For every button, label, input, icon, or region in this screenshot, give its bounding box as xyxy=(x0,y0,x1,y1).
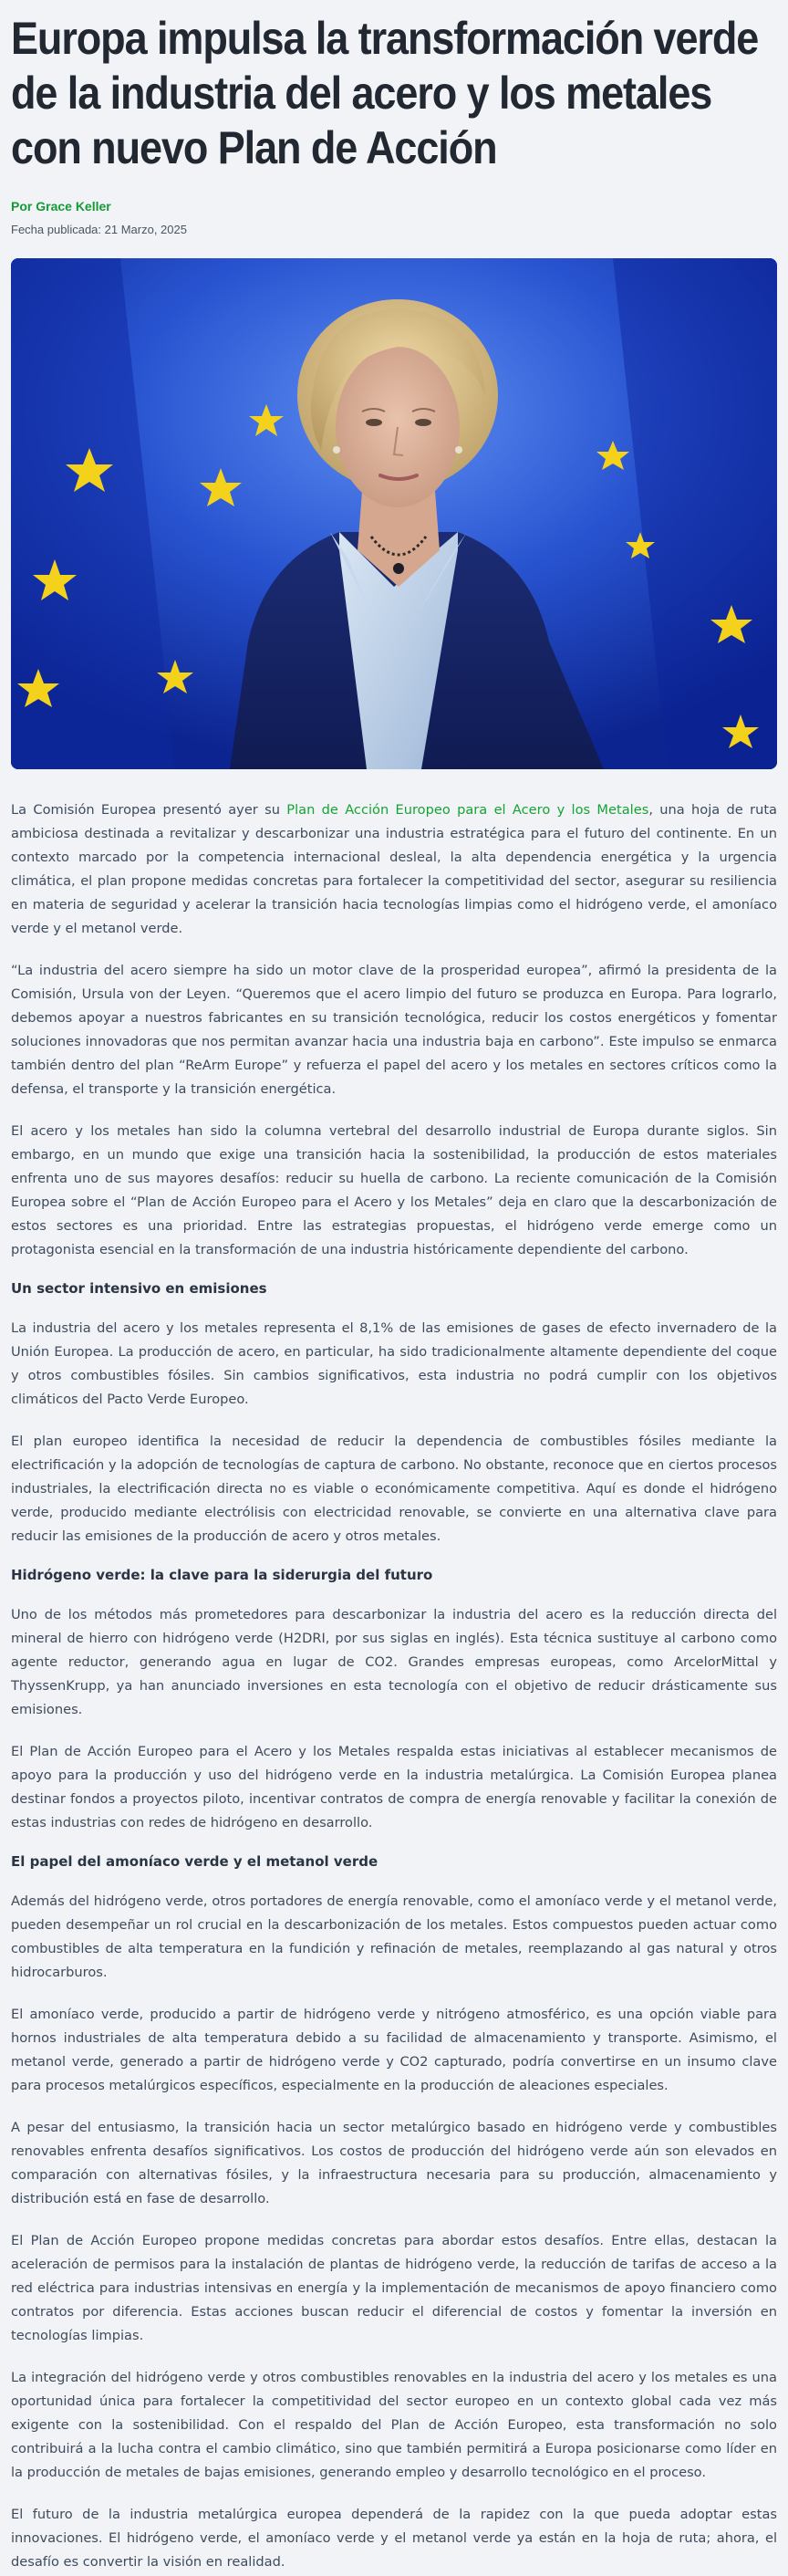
paragraph xyxy=(11,798,777,941)
paragraph: El acero y los metales han sido la columna vertebral del desarrollo industrial de Europa durante siglos. Sin embargo, en un mundo que exige una transición hacia la sostenibilidad, la producción de estos materiales enfrenta uno de sus mayores desafíos: reducir su huella de carbono. La reciente comunicación de la Comisión Europea sobre el “Plan de Acción Europeo para el Acero y los Metales” deja en claro que la descarbonización de estos sectores es una prioridad. Entre las estrategias propuestas, el hidrógeno verde emerge como un protagonista esencial en la transformación de una industria históricamente dependiente del carbono. xyxy=(11,1123,777,1257)
paragraph: El plan europeo identifica la necesidad de reducir la dependencia de combustibles fósiles mediante la electrificación y la adopción de tecnologías de captura de carbono. No obstante, reconoce que en ciertos procesos industriales, la electrificación directa no es viable o económicamente competitiva. Aquí es donde el hidrógeno verde, producido mediante electrólisis con electricidad renovable, se convierte en una alternativa clave para reducir las emisiones de la producción de acero y otros metales. xyxy=(11,1434,777,1544)
paragraph-text: La Comisión Europea presentó ayer su xyxy=(11,802,287,818)
article-title: Europa impulsa la transformación verde de la industria del acero y los metales con nuevo Plan de Acción xyxy=(11,13,759,173)
paragraph: La industria del acero y los metales representa el 8,1% de las emisiones de gases de efecto invernadero de la Unión Europea. La producción de acero, en particular, ha sido tradicionalmente altamente dependiente del coque y otros combustibles fósiles. Sin cambios significativos, esta industria no podrá cumplir con los objetivos climáticos del Pacto Verde Europeo. xyxy=(11,1320,777,1407)
action-plan-link[interactable]: Plan de Acción Europeo para el Acero y los Metales xyxy=(286,802,649,818)
paragraph: El amoníaco verde, producido a partir de hidrógeno verde y nitrógeno atmosférico, es una opción viable para hornos industriales de alta temperatura debido a su facilidad de almacenamiento y transporte. Asimismo, el metanol verde, generado a partir de hidrógeno verde y CO2 capturado, podría convertirse en un insumo clave para procesos metalúrgicos específicos, especialmente en la producción de aleaciones especiales. xyxy=(11,2007,777,2093)
ursula-von-der-leyen-photo xyxy=(11,258,777,769)
paragraph: Uno de los métodos más prometedores para descarbonizar la industria del acero es la reducción directa del mineral de hierro con hidrógeno verde (H2DRI, por sus siglas en inglés). Esta técnica sustituye al carbono como agente reductor, generando agua en lugar de CO2. Grandes empresas europeas, como ArcelorMittal y ThyssenKrupp, ya han anunciado inversiones en esta tecnología con el objetivo de reducir drásticamente sus emisiones. xyxy=(11,1607,777,1717)
paragraph: El Plan de Acción Europeo para el Acero y los Metales respalda estas iniciativas al establecer mecanismos de apoyo para la producción y uso del hidrógeno verde en la industria metalúrgica. La Comisión Europea planea destinar fondos a proyectos piloto, incentivar contratos de compra de energía renovable y facilitar la conexión de estas industrias con redes de hidrógeno en desarrollo. xyxy=(11,1744,777,1830)
paragraph: El futuro de la industria metalúrgica europea dependerá de la rapidez con la que pueda adoptar estas innovaciones. El hidrógeno verde, el amoníaco verde y el metanol verde ya están en la hoja de ruta; ahora, el desafío es convertir la visión en realidad. xyxy=(11,2507,777,2570)
paragraph-text: , una hoja de ruta ambiciosa destinada a revitalizar y descarbonizar una industria estratégica para el futuro del continente. En un contexto marcado por la competencia internacional desleal, la alta dependencia energética y la urgencia climática, el plan propone medidas concretas para fortalecer la competitividad del sector, asegurar su resiliencia en materia de seguridad y acelerar la transición hacia tecnologías limpias como el hidrógeno verde, el amoníaco verde y el metanol verde. xyxy=(11,802,777,936)
article-body xyxy=(11,798,777,2574)
paragraph: El Plan de Acción Europeo propone medidas concretas para abordar estos desafíos. Entre ellas, destacan la aceleración de permisos para la instalación de plantas de hidrógeno verde, la reducción de tarifas de acceso a la red eléctrica para industrias intensivas en energía y la implementación de mecanismos de apoyo financiero como contratos por diferencia. Estas acciones buscan reducir el diferencial de costos y fomentar la inversión en tecnologías limpias. xyxy=(11,2233,777,2343)
paragraph: “La industria del acero siempre ha sido un motor clave de la prosperidad europea”, afirmó la presidenta de la Comisión, Ursula von der Leyen. “Queremos que el acero limpio del futuro se produzca en Europa. Para lograrlo, debemos apoyar a nuestros fabricantes en su transición tecnológica, reducir los costos energéticos y fomentar soluciones innovadoras que nos permitan avanzar hacia una industria baja en carbono”. Este impulso se enmarca también dentro del plan “ReArm Europe” y refuerza el papel del acero y los metales en sectores críticos como la defensa, el transporte y la transición energética. xyxy=(11,963,777,1097)
author-byline[interactable]: Por Grace Keller xyxy=(11,199,111,214)
hero-image xyxy=(11,258,777,769)
paragraph: A pesar del entusiasmo, la transición hacia un sector metalúrgico basado en hidrógeno verde y combustibles renovables enfrenta desafíos significativos. Los costos de producción del hidrógeno verde aún son elevados en comparación con alternativas fósiles, y la infraestructura necesaria para su producción, almacenamiento y distribución está en fase de desarrollo. xyxy=(11,2120,777,2206)
publish-date: Fecha publicada: 21 Marzo, 2025 xyxy=(11,223,187,236)
section-heading: El papel del amoníaco verde y el metanol verde xyxy=(11,1853,378,1870)
section-heading: Hidrógeno verde: la clave para la siderurgia del futuro xyxy=(11,1567,433,1583)
paragraph: Además del hidrógeno verde, otros portadores de energía renovable, como el amoníaco verde y el metanol verde, pueden desempeñar un rol crucial en la descarbonización de los metales. Estos compuestos pueden actuar como combustibles de alta temperatura en la fundición y refinación de metales, reemplazando al gas natural y otros hidrocarburos. xyxy=(11,1893,777,1980)
section-heading: Un sector intensivo en emisiones xyxy=(11,1280,267,1297)
paragraph: La integración del hidrógeno verde y otros combustibles renovables en la industria del acero y los metales es una oportunidad única para fortalecer la competitividad del sector europeo en un contexto global cada vez más exigente con la sostenibilidad. Con el respaldo del Plan de Acción Europeo, esta transformación no solo contribuirá a la lucha contra el cambio climático, sino que también permitirá a Europa posicionarse como líder en la producción de metales de bajas emisiones, generando empleo y desarrollo tecnológico en el proceso. xyxy=(11,2370,777,2480)
